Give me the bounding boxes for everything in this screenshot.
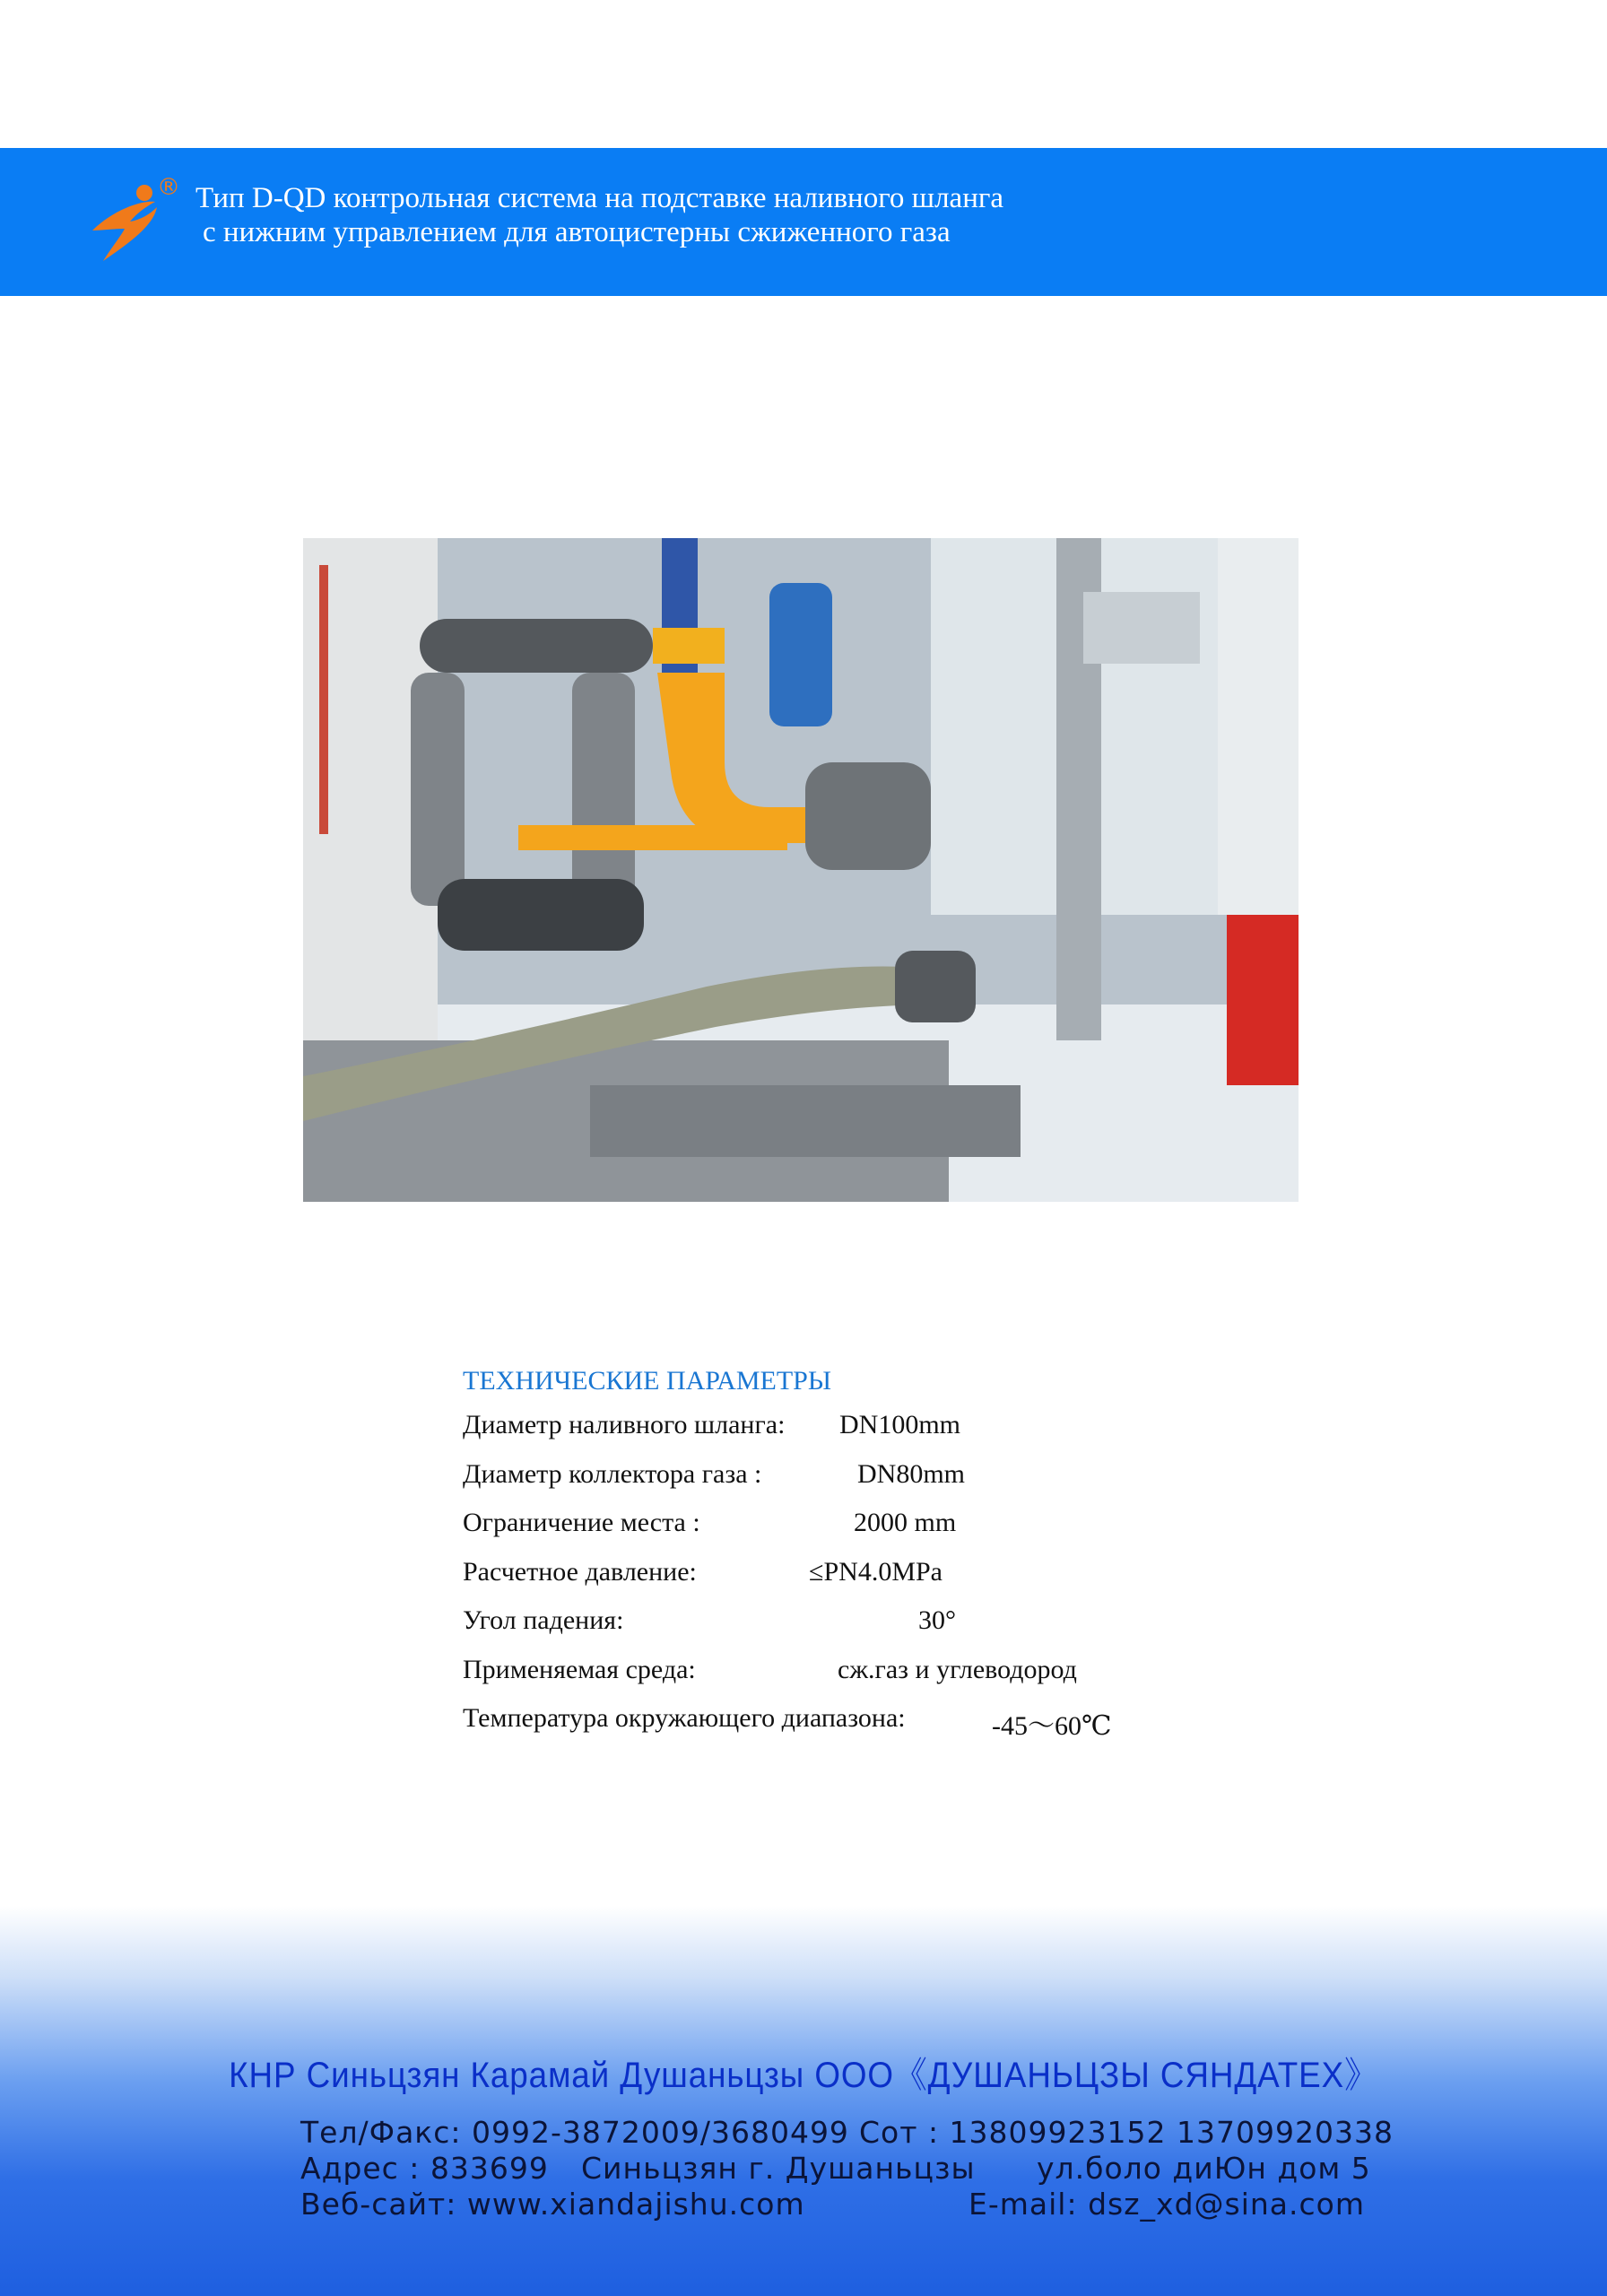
title-line-1: Тип D-QD контрольная система на подставке наливного шланга — [195, 182, 1004, 214]
spec-value: DN100mm — [839, 1410, 960, 1439]
website: Веб-сайт: www.xiandajishu.com — [300, 2187, 805, 2222]
product-photo — [303, 538, 1299, 1202]
specs-heading: ТЕХНИЧЕСКИЕ ПАРАМЕТРЫ — [463, 1366, 831, 1396]
phone-fax: Тел/Факс: 0992-3872009/3680499 — [300, 2115, 849, 2150]
spec-value: DN80mm — [857, 1458, 965, 1489]
spec-label: Температура окружающего диапазона: — [463, 1703, 906, 1733]
spec-row — [463, 1548, 1270, 1597]
registered-mark: ® — [157, 175, 180, 201]
spec-row — [463, 1646, 1270, 1695]
spec-value: 2000 mm — [854, 1508, 957, 1537]
address-city: Синьцзян г. Душаньцзы — [581, 2151, 976, 2186]
spec-row — [463, 1401, 1270, 1450]
spec-value: -45～60℃ — [992, 1711, 1112, 1741]
spec-value: сж.газ и углеводород — [838, 1654, 1077, 1684]
spec-value: ≤PN4.0MPa — [809, 1556, 942, 1587]
title-line-2: с нижним управлением для автоцистерны сжиженного газа — [203, 216, 951, 248]
spec-row — [463, 1499, 1270, 1548]
email: E-mail: dsz_xd@sina.com — [969, 2187, 1365, 2222]
company-name: КНР Синьцзян Карамай Душаньцзы ООО《ДУШАНЬЦЗЫ СЯНДАТЕХ》 — [229, 2056, 1378, 2095]
mobile-phone: Сот : 13809923152 13709920338 — [859, 2115, 1394, 2150]
spec-row — [463, 1694, 1270, 1744]
spec-label: Диаметр коллектора газа : — [463, 1458, 762, 1489]
spec-row — [463, 1596, 1270, 1646]
spec-label: Ограничение места : — [463, 1508, 700, 1537]
spec-label: Применяемая среда: — [463, 1654, 696, 1684]
tech-specs — [463, 1361, 1270, 1744]
spec-value: 30° — [918, 1605, 956, 1635]
address-postcode: Адрес : 833699 — [300, 2151, 549, 2186]
page-title — [195, 181, 1003, 249]
spec-label: Угол падения: — [463, 1605, 624, 1635]
footer-band — [0, 1906, 1607, 2296]
spec-row — [463, 1450, 1270, 1500]
spec-label: Диаметр наливного шланга: — [463, 1410, 786, 1439]
address-street: ул.боло диЮн дом 5 — [1037, 2151, 1371, 2186]
spec-label: Расчетное давление: — [463, 1556, 697, 1587]
company-logo-icon — [85, 175, 184, 274]
